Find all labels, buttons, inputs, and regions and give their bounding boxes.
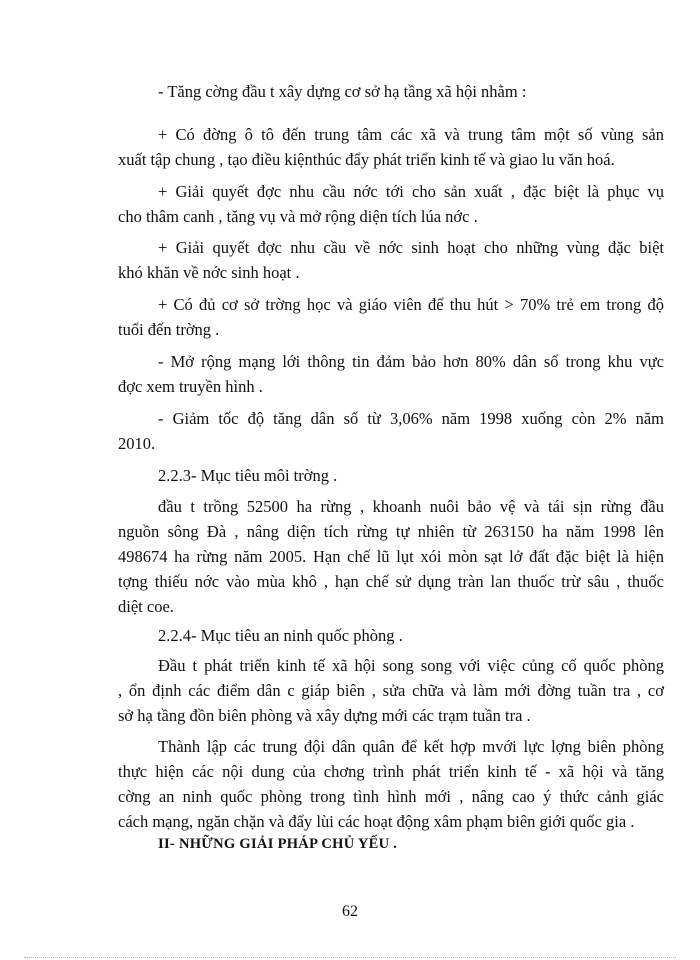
paragraph-social-infrastructure bbox=[118, 79, 664, 104]
text-line: Đầu t phát triển kinh tế xã hội song song với việc củng cố quốc phòng bbox=[158, 656, 664, 675]
text-line: tợng thiếu nớc vào mùa khô , hạn chế sử dụng tràn lan thuốc trừ sâu , thuốc bbox=[118, 572, 664, 591]
section-heading-security bbox=[118, 623, 664, 648]
text-line: 498674 ha rừng năm 2005. Hạn chế lũ lụt xói mòn sạt lở đất đặc biệt là hiện bbox=[118, 547, 664, 566]
paragraph-schools bbox=[118, 292, 664, 342]
text-line: 2010. bbox=[118, 434, 156, 453]
paragraph-security-investment bbox=[118, 653, 664, 728]
text-line: tuổi đến trờng . bbox=[118, 320, 220, 339]
text-line: cờng an ninh quốc phòng trong tình hình mới , nâng cao ý thức cảnh giác bbox=[118, 787, 664, 806]
text-line: - Tăng cờng đầu t xây dựng cơ sở hạ tầng xã hội nhằm : bbox=[158, 82, 527, 101]
text-line: nguồn sông Đà , nâng diện tích rừng tự nhiên từ 263150 ha năm 1998 lên bbox=[118, 522, 664, 541]
paragraph-information-network bbox=[118, 349, 664, 399]
text-line: 2.2.4- Mục tiêu an ninh quốc phòng . bbox=[158, 626, 403, 645]
text-line: 2.2.3- Mục tiêu môi trờng . bbox=[158, 466, 338, 485]
page-bottom-divider bbox=[24, 957, 676, 958]
text-line: xuất tập chung , tạo điều kiệnthúc đẩy phát triển kinh tế và giao lu văn hoá. bbox=[118, 150, 615, 169]
text-line: cho thâm canh , tăng vụ và mở rộng diện tích lúa nớc . bbox=[118, 207, 478, 226]
paragraph-irrigation bbox=[118, 179, 664, 229]
section-heading-environment bbox=[118, 463, 664, 488]
paragraph-roads bbox=[118, 122, 664, 172]
text-line: khó khăn về nớc sinh hoạt . bbox=[118, 263, 300, 282]
paragraph-militia bbox=[118, 734, 664, 834]
text-line: - Mở rộng mạng lới thông tin đảm bảo hơn 80% dân số trong khu vực bbox=[158, 352, 664, 371]
text-line: + Giải quyết đợc nhu cầu nớc tới cho sản xuất , đặc biệt là phục vụ bbox=[158, 182, 664, 201]
section-heading-solutions bbox=[118, 832, 664, 857]
text-line: thực hiện các nội dung của chơng trình phát triển kinh tế - xã hội và tăng bbox=[118, 762, 664, 781]
text-line: , ổn định các điểm dân c giáp biên , sửa chữa và làm mới đờng tuần tra , cơ bbox=[118, 681, 664, 700]
text-line: cách mạng, ngăn chặn và đẩy lùi các hoạt động xâm phạm biên giới quốc gia . bbox=[118, 812, 635, 831]
text-line: + Có đủ cơ sở trờng học và giáo viên để thu hút > 70% trẻ em trong độ bbox=[158, 295, 664, 314]
paragraph-population-growth bbox=[118, 406, 664, 456]
text-line: đợc xem truyền hình . bbox=[118, 377, 263, 396]
text-line: Thành lập các trung đội dân quân để kết hợp mvới lực lợng biên phòng bbox=[158, 737, 664, 756]
text-line: đầu t trồng 52500 ha rừng , khoanh nuôi bảo vệ và tái sịn rừng đầu bbox=[158, 497, 664, 516]
text-line: + Có đờng ô tô đến trung tâm các xã và trung tâm một số vùng sản bbox=[158, 125, 664, 144]
text-line: - Giảm tốc độ tăng dân số từ 3,06% năm 1998 xuống còn 2% năm bbox=[158, 409, 664, 428]
text-line: sở hạ tầng đồn biên phòng và xây dựng mới các trạm tuần tra . bbox=[118, 706, 531, 725]
paragraph-domestic-water bbox=[118, 235, 664, 285]
text-line: diệt coe. bbox=[118, 597, 174, 616]
text-line: II- NHỮNG GIẢI PHÁP CHỦ YẾU . bbox=[158, 836, 398, 852]
page-number: 62 bbox=[342, 903, 358, 920]
text-line: + Giải quyết đợc nhu cầu về nớc sinh hoạt cho những vùng đặc biệt bbox=[158, 238, 664, 257]
paragraph-environment bbox=[118, 494, 664, 619]
